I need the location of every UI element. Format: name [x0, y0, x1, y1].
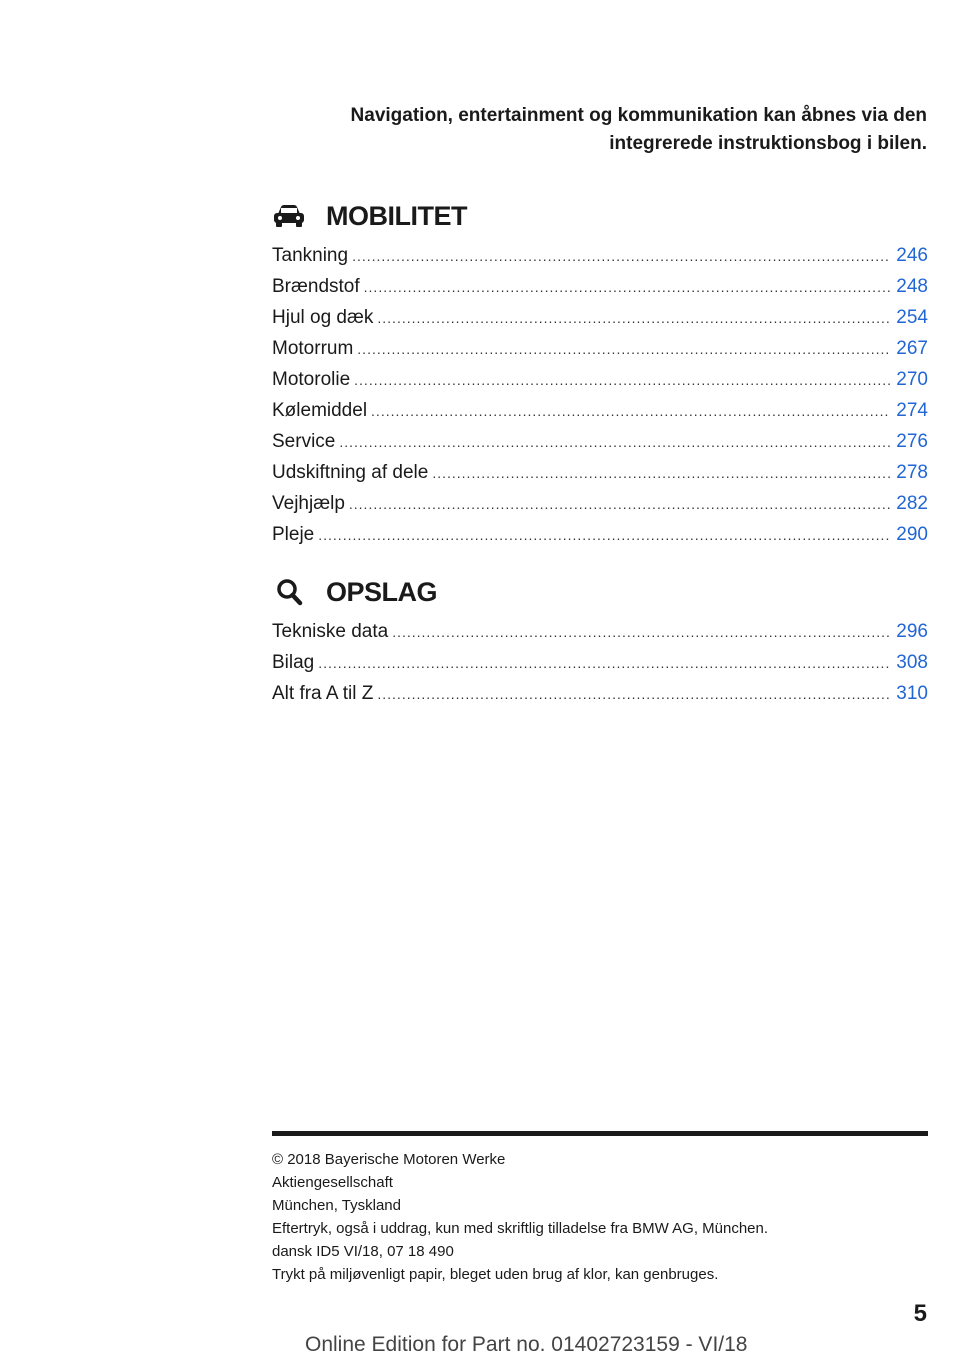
toc-label: Bilag: [272, 652, 315, 673]
leader-dots: [318, 648, 890, 679]
imprint-line: Eftertryk, også i uddrag, kun med skriftlig tilladelse fra BMW AG, München.: [272, 1220, 769, 1237]
imprint-line: © 2018 Bayerische Motoren Werke: [272, 1151, 506, 1168]
toc-entry[interactable]: [272, 426, 928, 457]
leader-dots: [339, 427, 890, 458]
leader-dots: [371, 396, 890, 427]
toc-label: Service: [272, 431, 336, 452]
toc-entry[interactable]: [272, 271, 928, 302]
leader-dots: [357, 334, 890, 365]
section-opslag: [272, 572, 928, 709]
toc-entry[interactable]: [272, 364, 928, 395]
toc-page-link[interactable]: 276: [896, 431, 928, 452]
leader-dots: [377, 679, 890, 710]
toc-entry[interactable]: [272, 302, 928, 333]
toc-label: Kølemiddel: [272, 400, 368, 421]
toc-page-link[interactable]: 278: [896, 462, 928, 483]
toc-entry[interactable]: [272, 457, 928, 488]
leader-dots: [354, 365, 890, 396]
toc-page-link[interactable]: 270: [896, 369, 928, 390]
toc-label: Vejhjælp: [272, 493, 345, 514]
header-note-line-2: integrerede instruktionsbog i bilen.: [609, 133, 927, 154]
toc-page-link[interactable]: 267: [896, 338, 928, 359]
search-icon: [272, 577, 312, 607]
leader-dots: [318, 520, 890, 551]
toc-entry[interactable]: [272, 616, 928, 647]
leader-dots: [352, 241, 890, 272]
section-mobilitet: [272, 196, 928, 550]
header-note-line-1: Navigation, entertainment og kommunikation kan åbnes via den: [350, 105, 927, 126]
toc-list: [272, 616, 928, 709]
section-heading: [272, 572, 928, 612]
toc-entry[interactable]: [272, 647, 928, 678]
leader-dots: [349, 489, 890, 520]
section-title: MOBILITET: [326, 200, 467, 231]
toc-page-link[interactable]: 308: [896, 652, 928, 673]
toc-list: [272, 240, 928, 550]
toc-label: Motorrum: [272, 338, 354, 359]
leader-dots: [377, 303, 890, 334]
header-note: [287, 102, 927, 158]
imprint-line: dansk ID5 VI/18, 07 18 490: [272, 1243, 454, 1260]
toc-label: Hjul og dæk: [272, 307, 374, 328]
section-title: OPSLAG: [326, 576, 438, 607]
toc-label: Motorolie: [272, 369, 351, 390]
toc-label: Udskiftning af dele: [272, 462, 429, 483]
toc-page-link[interactable]: 274: [896, 400, 928, 421]
toc-entry[interactable]: [272, 395, 928, 426]
toc-page-link[interactable]: 246: [896, 245, 928, 266]
toc-page-link[interactable]: 290: [896, 524, 928, 545]
toc-label: Pleje: [272, 524, 315, 545]
imprint-line: Trykt på miljøvenligt papir, bleget uden brug af klor, kan genbruges.: [272, 1266, 719, 1283]
leader-dots: [432, 458, 890, 489]
toc-page-link[interactable]: 248: [896, 276, 928, 297]
toc-label: Tankning: [272, 245, 349, 266]
leader-dots: [392, 617, 890, 648]
footer-edition: Online Edition for Part no. 01402723159 - VI/18: [305, 1333, 748, 1356]
car-icon: [272, 201, 312, 231]
toc-entry[interactable]: [272, 488, 928, 519]
toc-label: Tekniske data: [272, 621, 389, 642]
toc-label: Alt fra A til Z: [272, 683, 374, 704]
toc-page-link[interactable]: 254: [896, 307, 928, 328]
toc-entry[interactable]: [272, 333, 928, 364]
section-heading: [272, 196, 928, 236]
imprint-line: München, Tyskland: [272, 1197, 401, 1214]
toc-page-link[interactable]: 310: [896, 683, 928, 704]
toc-page-link[interactable]: 296: [896, 621, 928, 642]
leader-dots: [364, 272, 891, 303]
toc-entry[interactable]: [272, 519, 928, 550]
imprint: [272, 1148, 928, 1286]
toc-page-link[interactable]: 282: [896, 493, 928, 514]
divider: [272, 1131, 928, 1136]
toc-entry[interactable]: [272, 678, 928, 709]
imprint-line: Aktiengesellschaft: [272, 1174, 393, 1191]
toc-entry[interactable]: [272, 240, 928, 271]
toc-label: Brændstof: [272, 276, 360, 297]
page-number: 5: [913, 1300, 927, 1327]
